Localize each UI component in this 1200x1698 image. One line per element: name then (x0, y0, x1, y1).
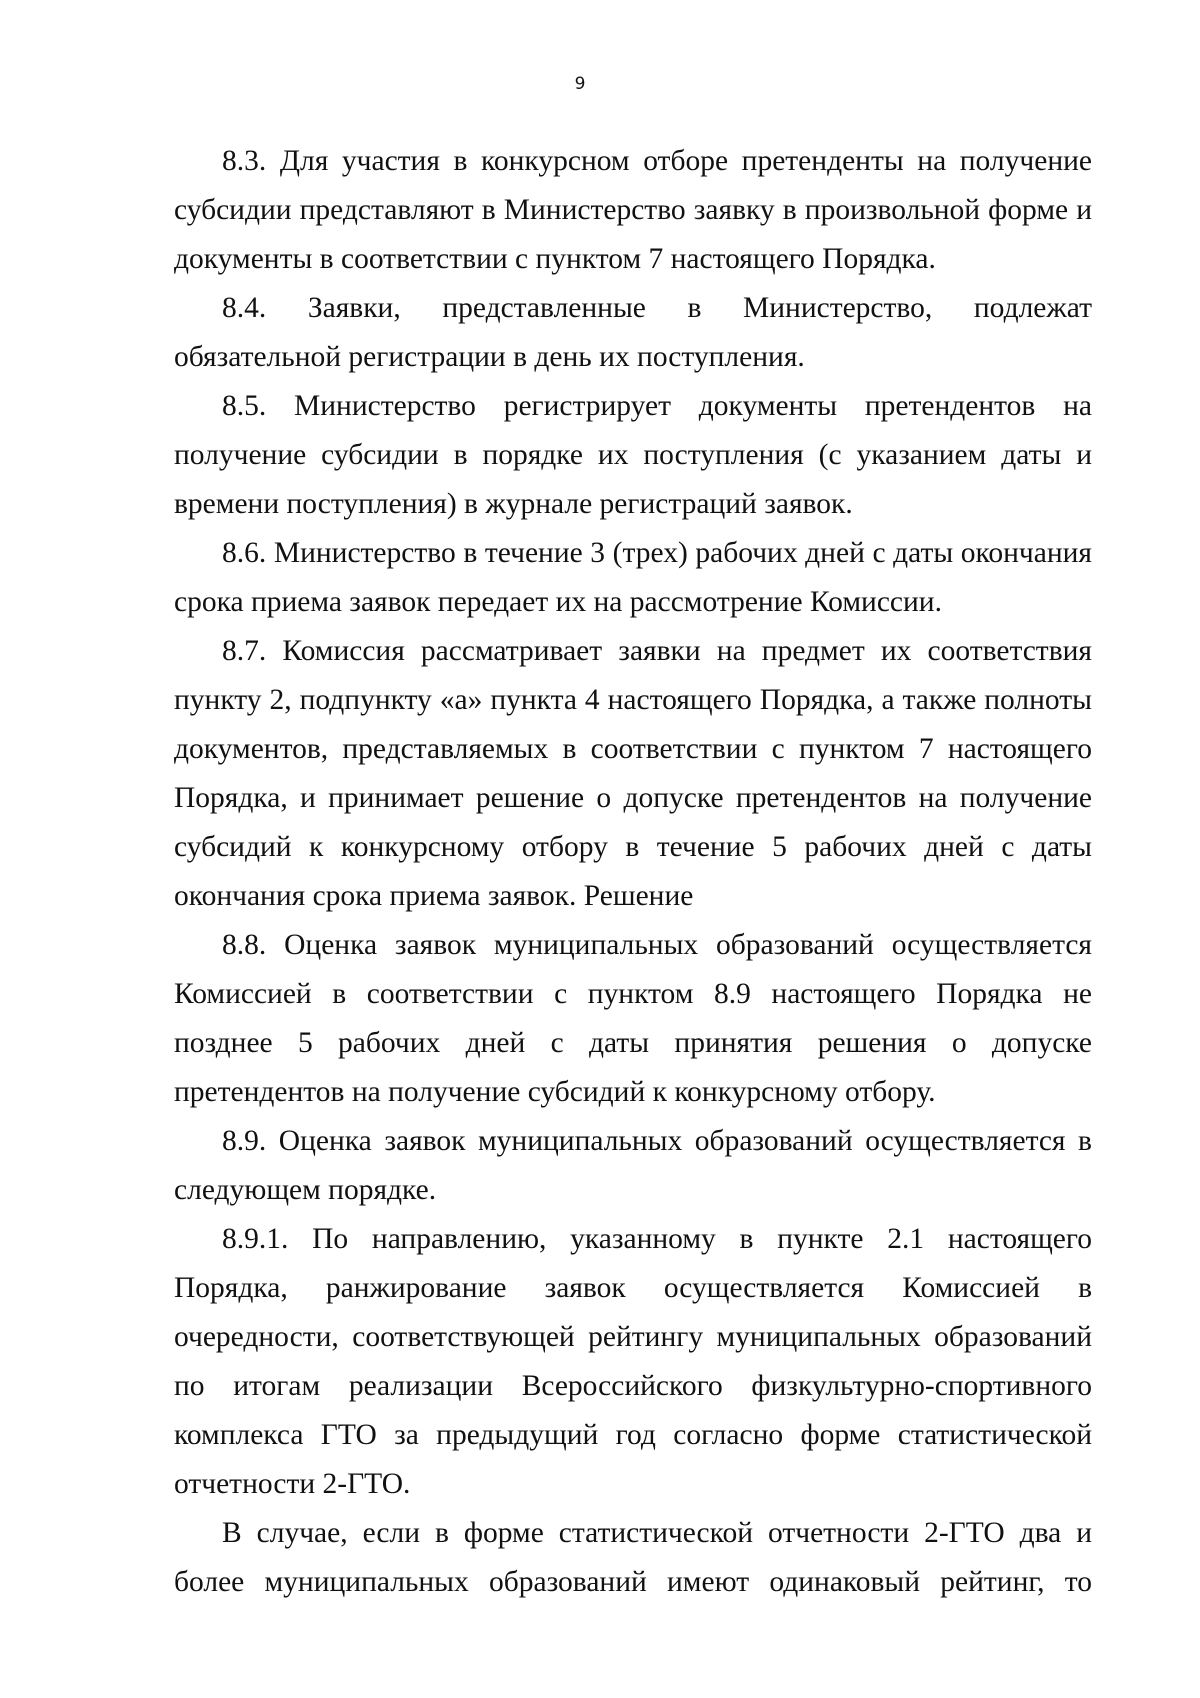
paragraph-8-9-1: 8.9.1. По направлению, указанному в пункте 2.1 настоящего Порядка, ранжирование заявок осуществляется Комиссией в очередности, соответствующей рейтингу муниципальных образований по итогам реализации Всероссийского физкультурно-спортивного комплекса ГТО за предыдущий год согласно форме статистической отчетности 2-ГТО. (174, 1223, 1092, 1500)
document-body (174, 137, 1092, 1607)
paragraph-8-3: 8.3. Для участия в конкурсном отборе претенденты на получение субсидии представляют в Министерство заявку в произвольной форме и документы в соответствии с пунктом 7 настоящего Порядка. (174, 145, 1092, 275)
paragraph-8-5: 8.5. Министерство регистрирует документы претендентов на получение субсидии в порядке их поступления (с указанием даты и времени поступления) в журнале регистраций заявок. (174, 390, 1092, 520)
paragraph-8-4: 8.4. Заявки, представленные в Министерство, подлежат обязательной регистрации в день их поступления. (174, 292, 1092, 373)
paragraph-8-9: 8.9. Оценка заявок муниципальных образований осуществляется в следующем порядке. (174, 1125, 1092, 1206)
paragraph-8-6: 8.6. Министерство в течение 3 (трех) рабочих дней с даты окончания срока приема заявок передает их на рассмотрение Комиссии. (174, 537, 1092, 618)
paragraph-8-7: 8.7. Комиссия рассматривает заявки на предмет их соответствия пункту 2, подпункту «а» пункта 4 настоящего Порядка, а также полноты документов, представляемых в соответствии с пунктом 7 настоящего Порядка, и принимает решение о допуске претендентов на получение субсидий к конкурсному отбору в течение 5 рабочих дней с даты окончания срока приема заявок. Решение (174, 635, 1092, 912)
paragraph-8-8: 8.8. Оценка заявок муниципальных образований осуществляется Комиссией в соответствии с пунктом 8.9 настоящего Порядка не позднее 5 рабочих дней с даты принятия решения о допуске претендентов на получение субсидий к конкурсному отбору. (174, 929, 1092, 1108)
page-number: 9 (574, 74, 586, 94)
paragraph-equal-rating: В случае, если в форме статистической отчетности 2-ГТО два и более муниципальных образований имеют одинаковый рейтинг, то (174, 1517, 1092, 1598)
